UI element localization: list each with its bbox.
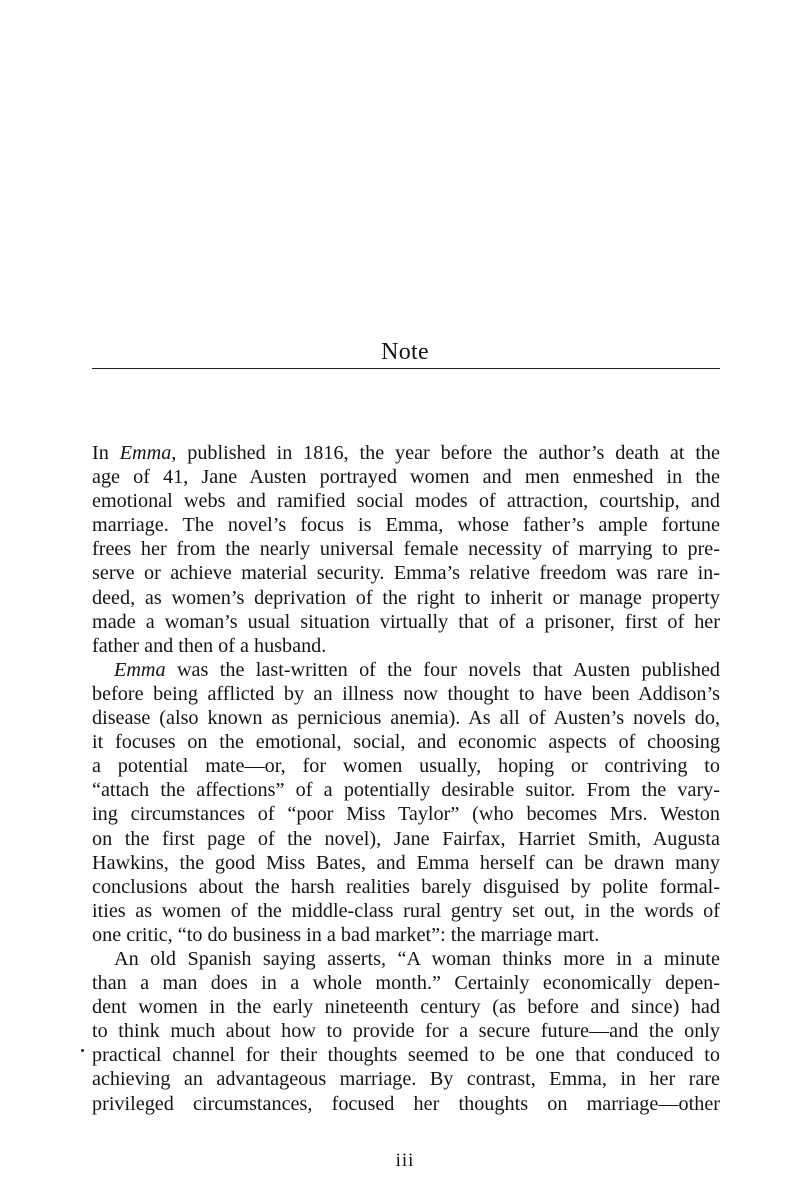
title-rule: [92, 368, 720, 369]
stray-mark: [81, 1049, 84, 1052]
text-line: achieving an advantageous marriage. By contrast, Emma, in her rare: [92, 1068, 720, 1091]
text-line: conclusions about the harsh realities barely disguised by polite formal-: [92, 875, 720, 898]
text-line: it focuses on the emotional, social, and economic aspects of choosing: [92, 731, 720, 754]
text-line: “attach the affections” of a potentially desirable suitor. From the vary-: [92, 779, 720, 802]
page-title: Note: [381, 339, 429, 366]
text-line: serve or achieve material security. Emma’s relative freedom was rare in-: [92, 562, 720, 585]
text-line: father and then of a husband.: [92, 634, 327, 657]
text-line: emotional webs and ramified social modes of attraction, courtship, and: [92, 490, 720, 513]
text-line: disease (also known as pernicious anemia). As all of Austen’s novels do,: [92, 707, 720, 730]
text-line: deed, as women’s deprivation of the right to inherit or manage property: [92, 586, 720, 609]
text-line: made a woman’s usual situation virtually that of a prisoner, first of her: [92, 610, 720, 633]
text-line: frees her from the nearly universal female necessity of marrying to pre-: [92, 538, 720, 561]
text-line: In Emma, published in 1816, the year before the author’s death at the: [92, 442, 720, 464]
text-line: than a man does in a whole month.” Certainly economically depen-: [92, 972, 720, 995]
text-line: Emma was the last-written of the four novels that Austen published: [114, 658, 720, 681]
page-number: iii: [395, 1150, 415, 1171]
text-line: An old Spanish saying asserts, “A woman thinks more in a minute: [114, 947, 720, 970]
paragraph: [92, 658, 720, 947]
text-line: a potential mate—or, for women usually, hoping or contriving to: [92, 755, 720, 778]
text-line: on the first page of the novel), Jane Fairfax, Harriet Smith, Augusta: [92, 827, 720, 850]
text-line: age of 41, Jane Austen portrayed women and men enmeshed in the: [92, 466, 720, 489]
paragraph: [92, 441, 720, 658]
text-line: privileged circumstances, focused her thoughts on marriage—other: [92, 1092, 720, 1115]
text-line: one critic, “to do business in a bad market”: the marriage mart.: [92, 923, 600, 946]
text-line: marriage. The novel’s focus is Emma, whose father’s ample fortune: [92, 514, 720, 537]
text-line: ities as women of the middle-class rural gentry set out, in the words of: [92, 899, 720, 922]
paragraph: [92, 947, 720, 1116]
text-line: to think much about how to provide for a secure future—and the only: [92, 1020, 720, 1043]
text-line: practical channel for their thoughts seemed to be one that conduced to: [92, 1044, 720, 1067]
text-line: before being afflicted by an illness now thought to have been Addison’s: [92, 682, 720, 705]
text-line: dent women in the early nineteenth century (as before and since) had: [92, 996, 720, 1019]
body-text: [92, 441, 720, 1116]
text-line: ing circumstances of “poor Miss Taylor” (who becomes Mrs. Weston: [92, 803, 720, 826]
text-line: Hawkins, the good Miss Bates, and Emma herself can be drawn many: [92, 851, 720, 874]
